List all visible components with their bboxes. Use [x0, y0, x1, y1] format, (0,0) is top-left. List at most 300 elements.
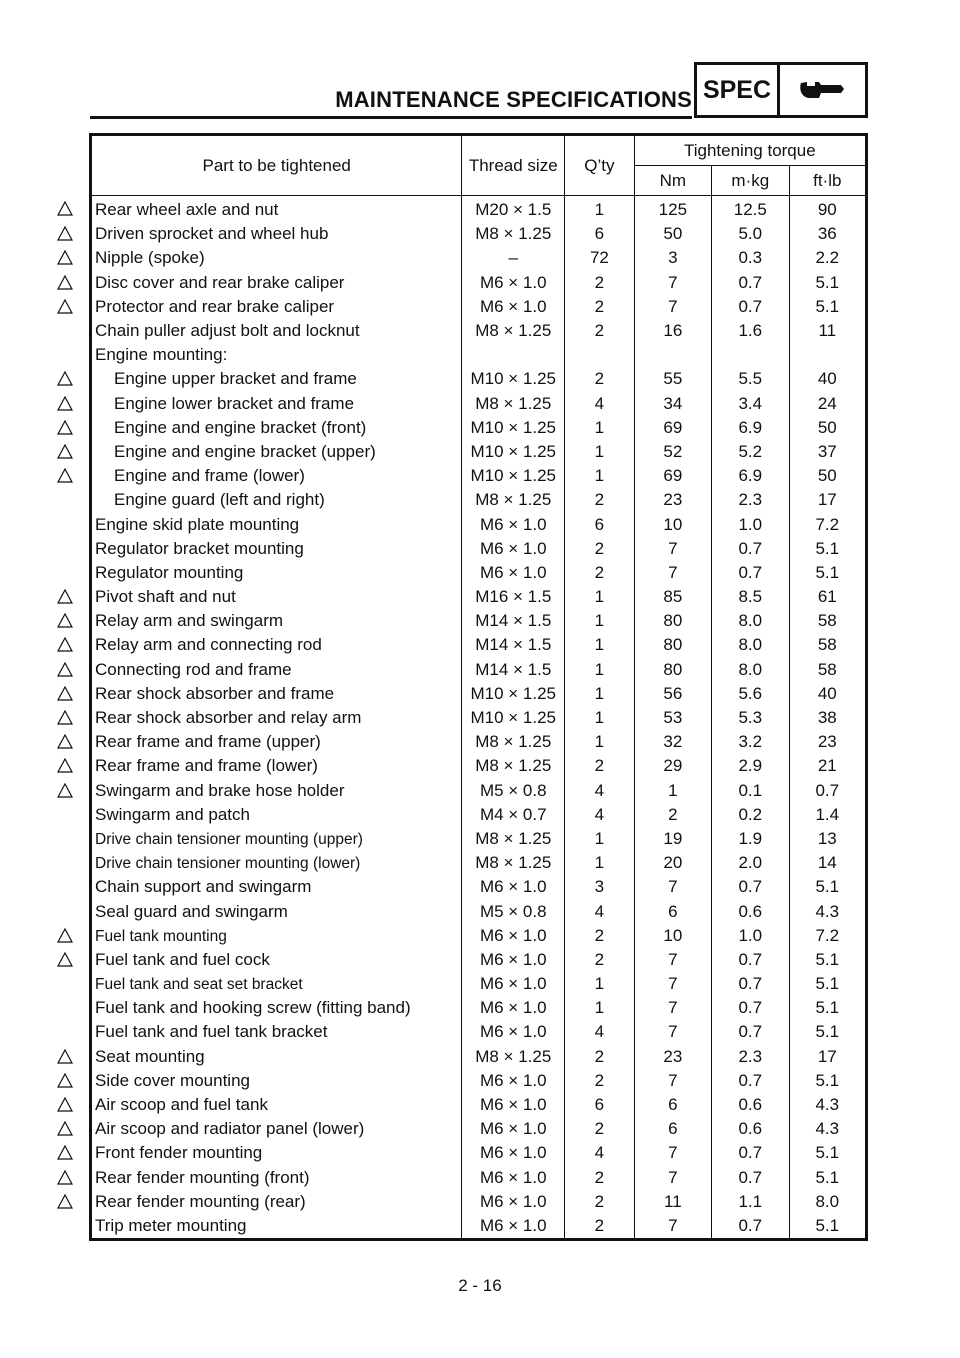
cell-part — [91, 464, 462, 488]
triangle-mark-icon — [57, 201, 73, 216]
cell-mkg: 2.0 — [712, 851, 790, 875]
cell-ftlb: 17 — [789, 488, 866, 512]
part-label: Fuel tank and fuel cock — [95, 949, 270, 969]
cell-thread-size: M8 × 1.25 — [462, 488, 565, 512]
cell-ftlb: 5.1 — [789, 996, 866, 1020]
table-row — [91, 1045, 867, 1069]
cell-qty: 2 — [565, 537, 635, 561]
table-row — [91, 488, 867, 512]
cell-qty: 1 — [565, 585, 635, 609]
part-label: Connecting rod and frame — [95, 659, 292, 679]
cell-thread-size: M6 × 1.0 — [462, 1166, 565, 1190]
triangle-mark-icon — [57, 1145, 73, 1160]
part-label: Engine guard (left and right) — [114, 490, 325, 510]
cell-mkg: 0.7 — [712, 948, 790, 972]
cell-mkg: 0.7 — [712, 271, 790, 295]
cell-qty: 6 — [565, 1093, 635, 1117]
part-label: Swingarm and patch — [95, 804, 250, 824]
cell-thread-size: M8 × 1.25 — [462, 851, 565, 875]
triangle-mark-icon — [57, 420, 73, 435]
cell-mkg: 3.2 — [712, 730, 790, 754]
cell-part — [91, 754, 462, 778]
cell-part — [91, 222, 462, 246]
cell-mkg: 5.5 — [712, 367, 790, 391]
cell-qty: 1 — [565, 658, 635, 682]
triangle-mark-icon — [57, 637, 73, 652]
cell-qty — [565, 343, 635, 367]
cell-nm: 7 — [634, 948, 711, 972]
cell-nm: 16 — [634, 319, 711, 343]
cell-nm: 7 — [634, 1214, 711, 1240]
part-label: Engine and frame (lower) — [114, 466, 305, 486]
cell-qty: 2 — [565, 1069, 635, 1093]
cell-thread-size: M8 × 1.25 — [462, 392, 565, 416]
table-row — [91, 1166, 867, 1190]
cell-nm: 23 — [634, 488, 711, 512]
part-label: Drive chain tensioner mounting (upper) — [95, 830, 363, 848]
part-label: Fuel tank and seat set bracket — [95, 976, 303, 994]
cell-ftlb: 5.1 — [789, 948, 866, 972]
cell-ftlb: 5.1 — [789, 1166, 866, 1190]
cell-part — [91, 1069, 462, 1093]
triangle-mark-icon — [57, 662, 73, 677]
table-row — [91, 658, 867, 682]
cell-ftlb: 17 — [789, 1045, 866, 1069]
cell-qty: 1 — [565, 196, 635, 223]
triangle-mark-icon — [57, 250, 73, 265]
cell-ftlb: 5.1 — [789, 561, 866, 585]
cell-thread-size: M6 × 1.0 — [462, 996, 565, 1020]
cell-part — [91, 246, 462, 270]
table-row — [91, 585, 867, 609]
cell-ftlb: 36 — [789, 222, 866, 246]
header-thread-size: Thread size — [462, 135, 565, 196]
cell-ftlb: 90 — [789, 196, 866, 223]
cell-qty: 4 — [565, 392, 635, 416]
part-label: Trip meter mounting — [95, 1215, 247, 1235]
cell-mkg: 6.9 — [712, 464, 790, 488]
cell-nm: 55 — [634, 367, 711, 391]
cell-part — [91, 319, 462, 343]
table-row — [91, 222, 867, 246]
cell-part — [91, 271, 462, 295]
cell-nm: 69 — [634, 464, 711, 488]
triangle-mark-icon — [57, 928, 73, 943]
cell-nm — [634, 343, 711, 367]
cell-thread-size: M16 × 1.5 — [462, 585, 565, 609]
table-row — [91, 1214, 867, 1240]
table-row — [91, 512, 867, 536]
cell-thread-size: M5 × 0.8 — [462, 779, 565, 803]
cell-part — [91, 827, 462, 851]
cell-thread-size: M6 × 1.0 — [462, 512, 565, 536]
cell-ftlb — [789, 343, 866, 367]
cell-part — [91, 948, 462, 972]
cell-mkg: 0.3 — [712, 246, 790, 270]
cell-nm: 7 — [634, 972, 711, 996]
cell-part — [91, 851, 462, 875]
cell-ftlb: 11 — [789, 319, 866, 343]
cell-thread-size: M6 × 1.0 — [462, 1190, 565, 1214]
cell-thread-size: M8 × 1.25 — [462, 754, 565, 778]
cell-mkg: 2.3 — [712, 488, 790, 512]
cell-mkg: 8.5 — [712, 585, 790, 609]
cell-thread-size: M10 × 1.25 — [462, 367, 565, 391]
cell-mkg — [712, 343, 790, 367]
wrench-icon — [797, 77, 849, 103]
triangle-mark-icon — [57, 299, 73, 314]
triangle-mark-icon — [57, 444, 73, 459]
cell-ftlb: 58 — [789, 658, 866, 682]
part-label: Rear frame and frame (upper) — [95, 732, 321, 752]
cell-mkg: 0.7 — [712, 972, 790, 996]
cell-part — [91, 1117, 462, 1141]
cell-nm: 2 — [634, 803, 711, 827]
cell-qty: 4 — [565, 803, 635, 827]
cell-part — [91, 343, 462, 367]
triangle-mark-icon — [57, 1121, 73, 1136]
cell-part — [91, 1141, 462, 1165]
part-label: Driven sprocket and wheel hub — [95, 224, 329, 244]
cell-qty: 1 — [565, 827, 635, 851]
cell-mkg: 1.9 — [712, 827, 790, 851]
table-row — [91, 271, 867, 295]
part-label: Chain puller adjust bolt and locknut — [95, 321, 360, 341]
cell-ftlb: 13 — [789, 827, 866, 851]
part-label: Fuel tank mounting — [95, 927, 227, 945]
cell-mkg: 0.7 — [712, 1214, 790, 1240]
table-row — [91, 827, 867, 851]
triangle-mark-icon — [57, 686, 73, 701]
cell-part — [91, 1214, 462, 1240]
cell-nm: 19 — [634, 827, 711, 851]
cell-part — [91, 682, 462, 706]
part-label: Air scoop and radiator panel (lower) — [95, 1119, 365, 1139]
cell-mkg: 0.7 — [712, 1069, 790, 1093]
spec-badge — [694, 62, 868, 118]
cell-ftlb: 2.2 — [789, 246, 866, 270]
cell-ftlb: 5.1 — [789, 972, 866, 996]
cell-nm: 7 — [634, 1166, 711, 1190]
table-row — [91, 633, 867, 657]
page-number: 2 - 16 — [458, 1276, 502, 1295]
cell-nm: 20 — [634, 851, 711, 875]
cell-thread-size: M8 × 1.25 — [462, 319, 565, 343]
torque-spec-table — [89, 133, 868, 1241]
cell-qty: 4 — [565, 1141, 635, 1165]
cell-thread-size: M10 × 1.25 — [462, 440, 565, 464]
cell-nm: 50 — [634, 222, 711, 246]
cell-nm: 52 — [634, 440, 711, 464]
cell-part — [91, 1020, 462, 1044]
cell-part — [91, 633, 462, 657]
cell-part — [91, 561, 462, 585]
part-label: Air scoop and fuel tank — [95, 1095, 268, 1115]
cell-part — [91, 1045, 462, 1069]
cell-qty: 4 — [565, 899, 635, 923]
cell-nm: 53 — [634, 706, 711, 730]
cell-ftlb: 40 — [789, 682, 866, 706]
table-row — [91, 1117, 867, 1141]
cell-ftlb: 5.1 — [789, 1214, 866, 1240]
header-rule — [90, 116, 692, 119]
cell-thread-size: M6 × 1.0 — [462, 1141, 565, 1165]
part-label: Front fender mounting — [95, 1143, 263, 1163]
cell-qty: 2 — [565, 561, 635, 585]
table-row — [91, 295, 867, 319]
cell-ftlb: 5.1 — [789, 1020, 866, 1044]
table-row — [91, 561, 867, 585]
cell-qty: 2 — [565, 319, 635, 343]
table-row — [91, 343, 867, 367]
cell-part — [91, 488, 462, 512]
cell-part — [91, 609, 462, 633]
part-label: Regulator bracket mounting — [95, 538, 304, 558]
cell-ftlb: 50 — [789, 416, 866, 440]
table-row — [91, 1190, 867, 1214]
cell-thread-size: M20 × 1.5 — [462, 196, 565, 223]
table-row — [91, 972, 867, 996]
triangle-mark-icon — [57, 1073, 73, 1088]
cell-nm: 7 — [634, 271, 711, 295]
cell-thread-size: M8 × 1.25 — [462, 1045, 565, 1069]
cell-mkg: 0.6 — [712, 1117, 790, 1141]
part-label: Engine mounting: — [95, 345, 228, 365]
cell-ftlb: 58 — [789, 609, 866, 633]
cell-thread-size: M6 × 1.0 — [462, 972, 565, 996]
cell-part — [91, 803, 462, 827]
cell-ftlb: 40 — [789, 367, 866, 391]
part-label: Regulator mounting — [95, 562, 244, 582]
cell-qty: 6 — [565, 222, 635, 246]
part-label: Engine skid plate mounting — [95, 514, 300, 534]
cell-qty: 3 — [565, 875, 635, 899]
table-row — [91, 754, 867, 778]
cell-mkg: 0.7 — [712, 1141, 790, 1165]
part-label: Protector and rear brake caliper — [95, 296, 335, 316]
table-row — [91, 1020, 867, 1044]
cell-mkg: 2.9 — [712, 754, 790, 778]
cell-nm: 29 — [634, 754, 711, 778]
part-label: Chain support and swingarm — [95, 877, 312, 897]
cell-mkg: 0.6 — [712, 899, 790, 923]
cell-mkg: 1.6 — [712, 319, 790, 343]
cell-mkg: 8.0 — [712, 609, 790, 633]
table-row — [91, 706, 867, 730]
cell-qty: 2 — [565, 1214, 635, 1240]
cell-ftlb: 7.2 — [789, 512, 866, 536]
cell-nm: 11 — [634, 1190, 711, 1214]
cell-part — [91, 512, 462, 536]
cell-nm: 10 — [634, 512, 711, 536]
table-row — [91, 1141, 867, 1165]
table-row — [91, 996, 867, 1020]
table-row — [91, 730, 867, 754]
cell-ftlb: 14 — [789, 851, 866, 875]
table-row — [91, 319, 867, 343]
cell-qty: 2 — [565, 1045, 635, 1069]
cell-nm: 7 — [634, 561, 711, 585]
cell-nm: 7 — [634, 996, 711, 1020]
cell-part — [91, 196, 462, 223]
cell-qty: 2 — [565, 488, 635, 512]
cell-thread-size: M6 × 1.0 — [462, 875, 565, 899]
cell-thread-size: M10 × 1.25 — [462, 706, 565, 730]
cell-part — [91, 392, 462, 416]
cell-thread-size: M14 × 1.5 — [462, 633, 565, 657]
cell-ftlb: 38 — [789, 706, 866, 730]
part-label: Drive chain tensioner mounting (lower) — [95, 855, 361, 873]
triangle-mark-icon — [57, 275, 73, 290]
cell-thread-size: – — [462, 246, 565, 270]
cell-thread-size: M8 × 1.25 — [462, 730, 565, 754]
cell-mkg: 5.3 — [712, 706, 790, 730]
cell-qty: 1 — [565, 972, 635, 996]
table-row — [91, 924, 867, 948]
triangle-mark-icon — [57, 734, 73, 749]
spec-label: SPEC — [697, 65, 780, 115]
cell-qty: 2 — [565, 1190, 635, 1214]
cell-qty: 1 — [565, 609, 635, 633]
cell-qty: 4 — [565, 779, 635, 803]
table-row — [91, 1093, 867, 1117]
cell-mkg: 1.1 — [712, 1190, 790, 1214]
table-row — [91, 196, 867, 223]
cell-qty: 2 — [565, 754, 635, 778]
cell-ftlb: 1.4 — [789, 803, 866, 827]
cell-mkg: 0.7 — [712, 295, 790, 319]
cell-mkg: 12.5 — [712, 196, 790, 223]
cell-ftlb: 5.1 — [789, 295, 866, 319]
cell-nm: 6 — [634, 1093, 711, 1117]
cell-thread-size: M6 × 1.0 — [462, 1117, 565, 1141]
part-label: Fuel tank and fuel tank bracket — [95, 1022, 328, 1042]
cell-nm: 34 — [634, 392, 711, 416]
cell-ftlb: 4.3 — [789, 1117, 866, 1141]
cell-nm: 23 — [634, 1045, 711, 1069]
cell-thread-size: M14 × 1.5 — [462, 658, 565, 682]
cell-mkg: 0.7 — [712, 875, 790, 899]
cell-thread-size: M8 × 1.25 — [462, 827, 565, 851]
cell-nm: 7 — [634, 295, 711, 319]
cell-part — [91, 295, 462, 319]
cell-part — [91, 1190, 462, 1214]
cell-thread-size: M6 × 1.0 — [462, 537, 565, 561]
part-label: Nipple (spoke) — [95, 248, 205, 268]
cell-qty: 4 — [565, 1020, 635, 1044]
cell-mkg: 8.0 — [712, 658, 790, 682]
part-label: Disc cover and rear brake caliper — [95, 272, 345, 292]
cell-mkg: 3.4 — [712, 392, 790, 416]
cell-ftlb: 50 — [789, 464, 866, 488]
cell-ftlb: 24 — [789, 392, 866, 416]
cell-ftlb: 8.0 — [789, 1190, 866, 1214]
cell-part — [91, 1093, 462, 1117]
cell-ftlb: 21 — [789, 754, 866, 778]
header-tightening-torque: Tightening torque — [634, 135, 866, 166]
cell-nm: 85 — [634, 585, 711, 609]
cell-qty: 1 — [565, 416, 635, 440]
cell-qty: 1 — [565, 633, 635, 657]
cell-mkg: 0.2 — [712, 803, 790, 827]
cell-nm: 80 — [634, 658, 711, 682]
cell-nm: 7 — [634, 1069, 711, 1093]
cell-mkg: 0.1 — [712, 779, 790, 803]
part-label: Rear fender mounting (front) — [95, 1167, 310, 1187]
cell-mkg: 0.6 — [712, 1093, 790, 1117]
table-row — [91, 537, 867, 561]
cell-qty: 1 — [565, 730, 635, 754]
cell-qty: 2 — [565, 1166, 635, 1190]
cell-part — [91, 924, 462, 948]
cell-mkg: 0.7 — [712, 996, 790, 1020]
table-row — [91, 392, 867, 416]
part-label: Rear fender mounting (rear) — [95, 1191, 306, 1211]
cell-part — [91, 440, 462, 464]
part-label: Pivot shaft and nut — [95, 587, 236, 607]
cell-part — [91, 658, 462, 682]
cell-thread-size: M10 × 1.25 — [462, 682, 565, 706]
cell-nm: 1 — [634, 779, 711, 803]
cell-qty: 2 — [565, 924, 635, 948]
cell-part — [91, 730, 462, 754]
triangle-mark-icon — [57, 1170, 73, 1185]
table-body — [91, 196, 867, 1240]
cell-part — [91, 779, 462, 803]
cell-mkg: 8.0 — [712, 633, 790, 657]
table-row — [91, 803, 867, 827]
table-row — [91, 246, 867, 270]
cell-thread-size: M8 × 1.25 — [462, 222, 565, 246]
cell-thread-size: M6 × 1.0 — [462, 1069, 565, 1093]
header-mkg: m·kg — [712, 166, 790, 196]
cell-ftlb: 4.3 — [789, 899, 866, 923]
part-label: Rear shock absorber and relay arm — [95, 708, 362, 728]
cell-part — [91, 706, 462, 730]
cell-qty: 1 — [565, 851, 635, 875]
cell-nm: 3 — [634, 246, 711, 270]
cell-ftlb: 5.1 — [789, 537, 866, 561]
cell-qty: 2 — [565, 367, 635, 391]
cell-qty: 2 — [565, 1117, 635, 1141]
triangle-mark-icon — [57, 783, 73, 798]
cell-qty: 72 — [565, 246, 635, 270]
cell-part — [91, 996, 462, 1020]
triangle-mark-icon — [57, 1049, 73, 1064]
header-part: Part to be tightened — [91, 135, 462, 196]
header-qty: Q’ty — [565, 135, 635, 196]
triangle-mark-icon — [57, 613, 73, 628]
cell-ftlb: 5.1 — [789, 1141, 866, 1165]
cell-thread-size: M6 × 1.0 — [462, 1214, 565, 1240]
table-row — [91, 948, 867, 972]
cell-thread-size: M6 × 1.0 — [462, 1093, 565, 1117]
cell-part — [91, 585, 462, 609]
cell-part — [91, 875, 462, 899]
cell-ftlb: 61 — [789, 585, 866, 609]
part-label: Swingarm and brake hose holder — [95, 780, 345, 800]
part-label: Rear wheel axle and nut — [95, 200, 279, 220]
table-row — [91, 609, 867, 633]
cell-nm: 32 — [634, 730, 711, 754]
cell-thread-size: M10 × 1.25 — [462, 416, 565, 440]
cell-nm: 69 — [634, 416, 711, 440]
cell-part — [91, 972, 462, 996]
table-row — [91, 464, 867, 488]
cell-mkg: 0.7 — [712, 1166, 790, 1190]
cell-mkg: 2.3 — [712, 1045, 790, 1069]
cell-qty: 1 — [565, 440, 635, 464]
